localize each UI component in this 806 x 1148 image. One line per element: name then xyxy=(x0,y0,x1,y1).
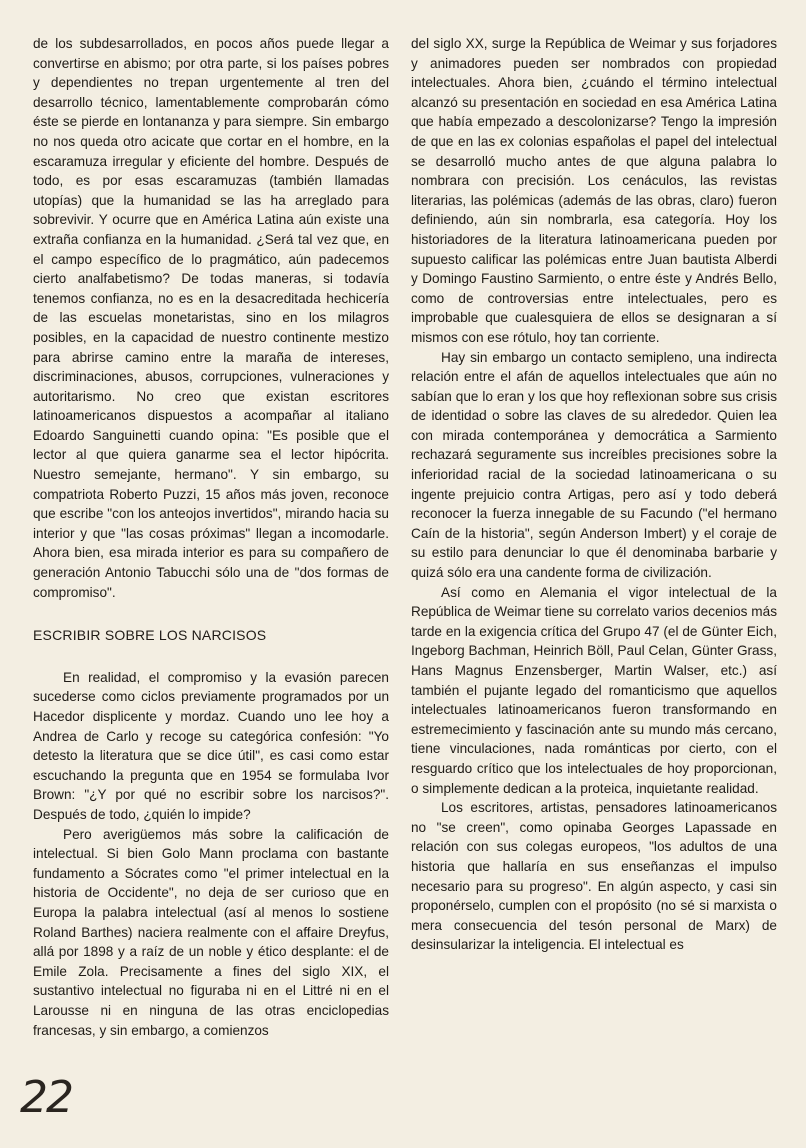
paragraph: de los subdesarrollados, en pocos años puede llegar a convertirse en abismo; por otra parte, si los países pobres y dependientes no trepan urgentemente al tren del desarrollo técnico, lamentablemente comprobarán cómo éste se pierde en lontananza y para siempre. Sin embargo no nos queda otro acicate que cortar en el hombre, en la escaramuza irregular y eficiente del hombre. Después de todo, es por esas escaramuzas (también llamadas utopías) que la humanidad se las ha arreglado para sobrevivir. Y ocurre que en América Latina aún existe una extraña confianza en la humanidad. ¿Será tal vez que, en el campo específico de lo pragmático, aún padecemos cierto analfabetismo? De todas maneras, si todavía tenemos confianza, no es en la desacreditada hechicería de las escuelas monetaristas, sino en los milagros posibles, en la capacidad de nuestro continente mestizo para abrirse camino entre la maraña de intereses, discriminaciones, abusos, corrupciones, vulneraciones y autoritarismo. No creo que existan escritores latinoamericanos dispuestos a acompañar al italiano Edoardo Sanguinetti cuando opina: "Es posible que el lector al que quiera ganarme sea el lector hipócrita. Nuestro semejante, hermano". Y sin embargo, su compatriota Roberto Puzzi, 15 años más joven, reconoce que escribe "con los anteojos invertidos", mirando hacia su interior y que "las cosas próximas" llegan a incomodarle. Ahora bien, esa mirada interior es para su compañero de generación Antonio Tabucchi sólo una de "dos formas de compromiso". xyxy=(33,36,389,600)
paragraph: Hay sin embargo un contacto semipleno, una indirecta relación entre el afán de aquellos intelectuales que aún no sabían que lo eran y los que hoy reflexionan sobre sus crisis de identidad o sobre las claves de su alrededor. Quien lea con mirada contemporánea y democrática a Sarmiento rechazará seguramente sus increíbles precisiones sobre la inferioridad racial de la sociedad latinoamericana o su ingente prejuicio contra Artigas, pero así y todo deberá reconocer la fuerza innegable de su Facundo ("el hermano Caín de la historia", según Anderson Imbert) y el coraje de su estilo para denunciar lo que él denominaba barbarie y quizá sólo era una candente forma de civilización. xyxy=(411,349,777,581)
paragraph: Los escritores, artistas, pensadores latinoamericanos no "se creen", como opinaba Georges Lapassade en relación con sus colegas europeos, "los adultos de una historia que hallaría en sus enseñanzas el impulso necesario para su progreso". En algún aspecto, y casi sin proponérselo, cumplen con el propósito (no sé si marxista o mera consecuencia del tesón personal de Marx) de desinsularizar la inteligencia. El intelectual es xyxy=(411,800,777,953)
section-heading: ESCRIBIR SOBRE LOS NARCISOS xyxy=(33,627,267,644)
paragraph: del siglo XX, surge la República de Weimar y sus forjadores y animadores pueden ser nombrados con propiedad intelectuales. Ahora bien, ¿cuándo el término intelectual alcanzó su presentación en sociedad en esa América Latina que había empezado a descolonizarse? Tengo la impresión de que en las ex colonias españolas el papel del intelectual se desarrolló mucho antes de que alguna palabra lo nombrara con precisión. Los cenáculos, las revistas literarias, las polémicas (además de las obras, claro) fueron definiendo, aún sin nombrarla, esa categoría. Hoy los historiadores de la literatura latinoamericana pueden por supuesto calificar las polémicas entre Juan bautista Alberdi y Domingo Faustino Sarmiento, o entre éste y Andrés Bello, como de controversias entre intelectuales, pero es improbable que cualesquiera de ellos se designaran a sí mismos con ese rótulo, hoy tan corriente. xyxy=(411,36,777,345)
paragraph: Así como en Alemania el vigor intelectual de la República de Weimar tiene su correlato varios decenios más tarde en la exigencia crítica del Grupo 47 (el de Günter Eich, Ingeborg Bachman, Heinrich Böll, Paul Celan, Günter Grass, Hans Magnus Enzensberger, Martin Walser, etc.) así también el pujante legado del romanticismo que aquellos intelectuales latinoamericanos fueron transformando en estremecimiento y fascinación ante su mundo más cercano, tiene vinculaciones, nada románticas por cierto, con el resguardo crítico que los intelectuales de hoy proporcionan, o simplemente dedican a la proteica, inquietante realidad. xyxy=(411,584,777,796)
paragraph: En realidad, el compromiso y la evasión parecen sucederse como ciclos previamente programados por un Hacedor displicente y mordaz. Cuando uno lee hoy a Andrea de Carlo y recoge su categórica confesión: "Yo detesto la literatura que se dice útil", es casi como estar escuchando la pregunta que en 1954 se formulaba Ivor Brown: "¿Y por qué no escribir sobre los narcisos?". Después de todo, ¿quién lo impide? xyxy=(33,669,389,822)
left-column xyxy=(33,34,389,1040)
page-number: 22 xyxy=(20,1072,72,1123)
right-column xyxy=(411,34,777,955)
paragraph: Pero averigüemos más sobre la calificación de intelectual. Si bien Golo Mann proclama con bastante fundamento a Sócrates como "el primer intelectual en la historia de Occidente", no deja de ser curioso que en Europa la palabra intelectual (así al menos lo sostiene Roland Barthes) naciera realmente con el affaire Dreyfus, allá por 1898 y a raíz de un noble y ético desplante: el de Emile Zola. Precisamente a fines del siglo XIX, el sustantivo intelectual no figuraba ni en el Littré ni en el Larousse ni en ninguna de las otras enciclopedias francesas, y sin embargo, a comienzos xyxy=(33,826,389,1038)
